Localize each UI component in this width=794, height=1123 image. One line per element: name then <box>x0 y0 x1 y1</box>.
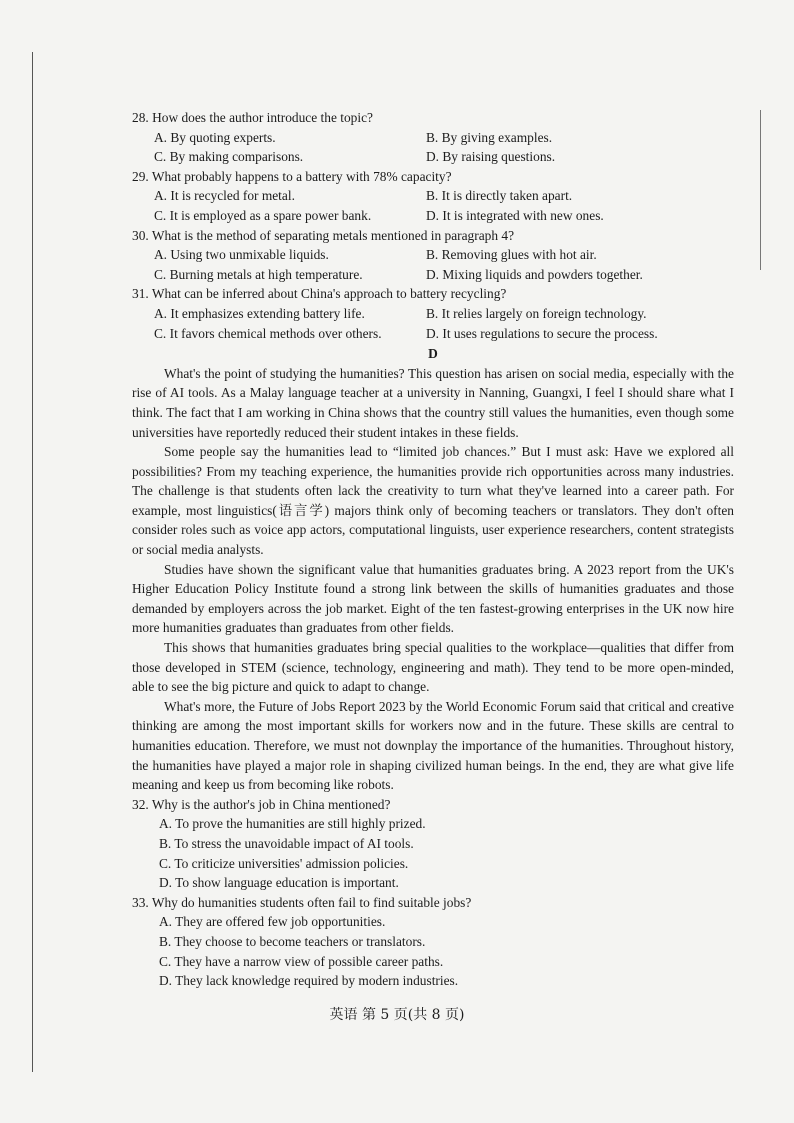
option-b: B. It relies largely on foreign technology. <box>426 305 647 321</box>
page-right-edge <box>760 110 761 270</box>
option-d: D. To show language education is important. <box>159 875 399 891</box>
option-a: A. They are offered few job opportunities. <box>159 914 386 930</box>
section-letter: D <box>428 346 438 362</box>
option-c: C. It is employed as a spare power bank. <box>154 207 372 223</box>
passage-d <box>132 364 734 795</box>
question-30 <box>132 226 734 285</box>
option-a: A. Using two unmixable liquids. <box>154 247 329 263</box>
option-d: D. They lack knowledge required by modern industries. <box>159 973 459 989</box>
page-footer: 英语 第 5 页(共 8 页) <box>329 1007 465 1023</box>
option-c: C. Burning metals at high temperature. <box>154 266 363 282</box>
question-28 <box>132 108 734 167</box>
option-c: C. It favors chemical methods over others. <box>154 325 382 341</box>
option-a: A. It is recycled for metal. <box>154 188 295 204</box>
option-c: C. They have a narrow view of possible career paths. <box>159 953 444 969</box>
question-31 <box>132 284 734 343</box>
question-stem: 33. Why do humanities students often fail to find suitable jobs? <box>132 894 472 910</box>
option-a: A. To prove the humanities are still highly prized. <box>159 816 426 832</box>
option-c: C. By making comparisons. <box>154 149 304 165</box>
page-left-edge <box>32 52 33 1072</box>
question-stem: 31. What can be inferred about China's approach to battery recycling? <box>132 286 507 302</box>
question-stem: 30. What is the method of separating metals mentioned in paragraph 4? <box>132 227 515 243</box>
exam-content <box>132 108 734 991</box>
passage-paragraph: What's more, the Future of Jobs Report 2023 by the World Economic Forum said that critical and creative thinking are among the most important skills for workers now and in the future. These skills are central to humanities education. Therefore, we must not downplay the importance of the humanities. Throughout history, the humanities have played a major role in shaping civilized human beings. In the end, they are what give life meaning and keep us from becoming like robots. <box>132 698 734 793</box>
option-d: D. By raising questions. <box>426 149 556 165</box>
option-c: C. To criticize universities' admission policies. <box>159 855 409 871</box>
option-b: B. Removing glues with hot air. <box>426 247 597 263</box>
option-b: B. They choose to become teachers or translators. <box>159 933 426 949</box>
option-d: D. It is integrated with new ones. <box>426 207 604 223</box>
option-a: A. It emphasizes extending battery life. <box>154 305 365 321</box>
question-33 <box>132 893 734 991</box>
question-stem: 28. How does the author introduce the topic? <box>132 110 373 125</box>
passage-paragraph: Studies have shown the significant value that humanities graduates bring. A 2023 report from the UK's Higher Education Policy Institute found a strong link between the skills of humanities graduates and those demanded by employers across the job market. Eight of the ten fastest-growing enterprises in the UK now hire more humanities graduates than graduates from other fields. <box>132 561 734 636</box>
option-b: B. By giving examples. <box>426 129 553 145</box>
passage-paragraph: Some people say the humanities lead to “limited job chances.” But I must ask: Have we explored all possibilities? From my teaching experience, the humanities provide rich opportunities across many industries. The challenge is that students often lack the creativity to turn what they've learned into a career path. For example, most linguistics(语言学) majors think only of becoming teachers or translators. They don't often consider roles such as voice app actors, computational linguists, user experience researchers, content strategists or social media analysts. <box>132 444 734 558</box>
option-b: B. To stress the unavoidable impact of AI tools. <box>159 835 414 851</box>
option-b: B. It is directly taken apart. <box>426 188 573 204</box>
question-stem: 32. Why is the author's job in China mentioned? <box>132 796 391 812</box>
option-d: D. It uses regulations to secure the process. <box>426 325 658 341</box>
passage-paragraph: What's the point of studying the humanities? This question has arisen on social media, especially with the rise of AI tools. As a Malay language teacher at a university in Nanning, Guangxi, I feel I should share what I think. The fact that I am working in China shows that the country still values the humanities, even though some universities have reportedly reduced their student intakes in these fields. <box>132 365 734 440</box>
question-stem: 29. What probably happens to a battery with 78% capacity? <box>132 168 452 184</box>
option-d: D. Mixing liquids and powders together. <box>426 266 643 282</box>
question-29 <box>132 167 734 226</box>
option-a: A. By quoting experts. <box>154 129 276 145</box>
passage-paragraph: This shows that humanities graduates bring special qualities to the workplace—qualities that differ from those developed in STEM (science, technology, engineering and math). They tend to be more open-minded, able to see the big picture and quick to adapt to change. <box>132 640 734 695</box>
question-32 <box>132 795 734 893</box>
